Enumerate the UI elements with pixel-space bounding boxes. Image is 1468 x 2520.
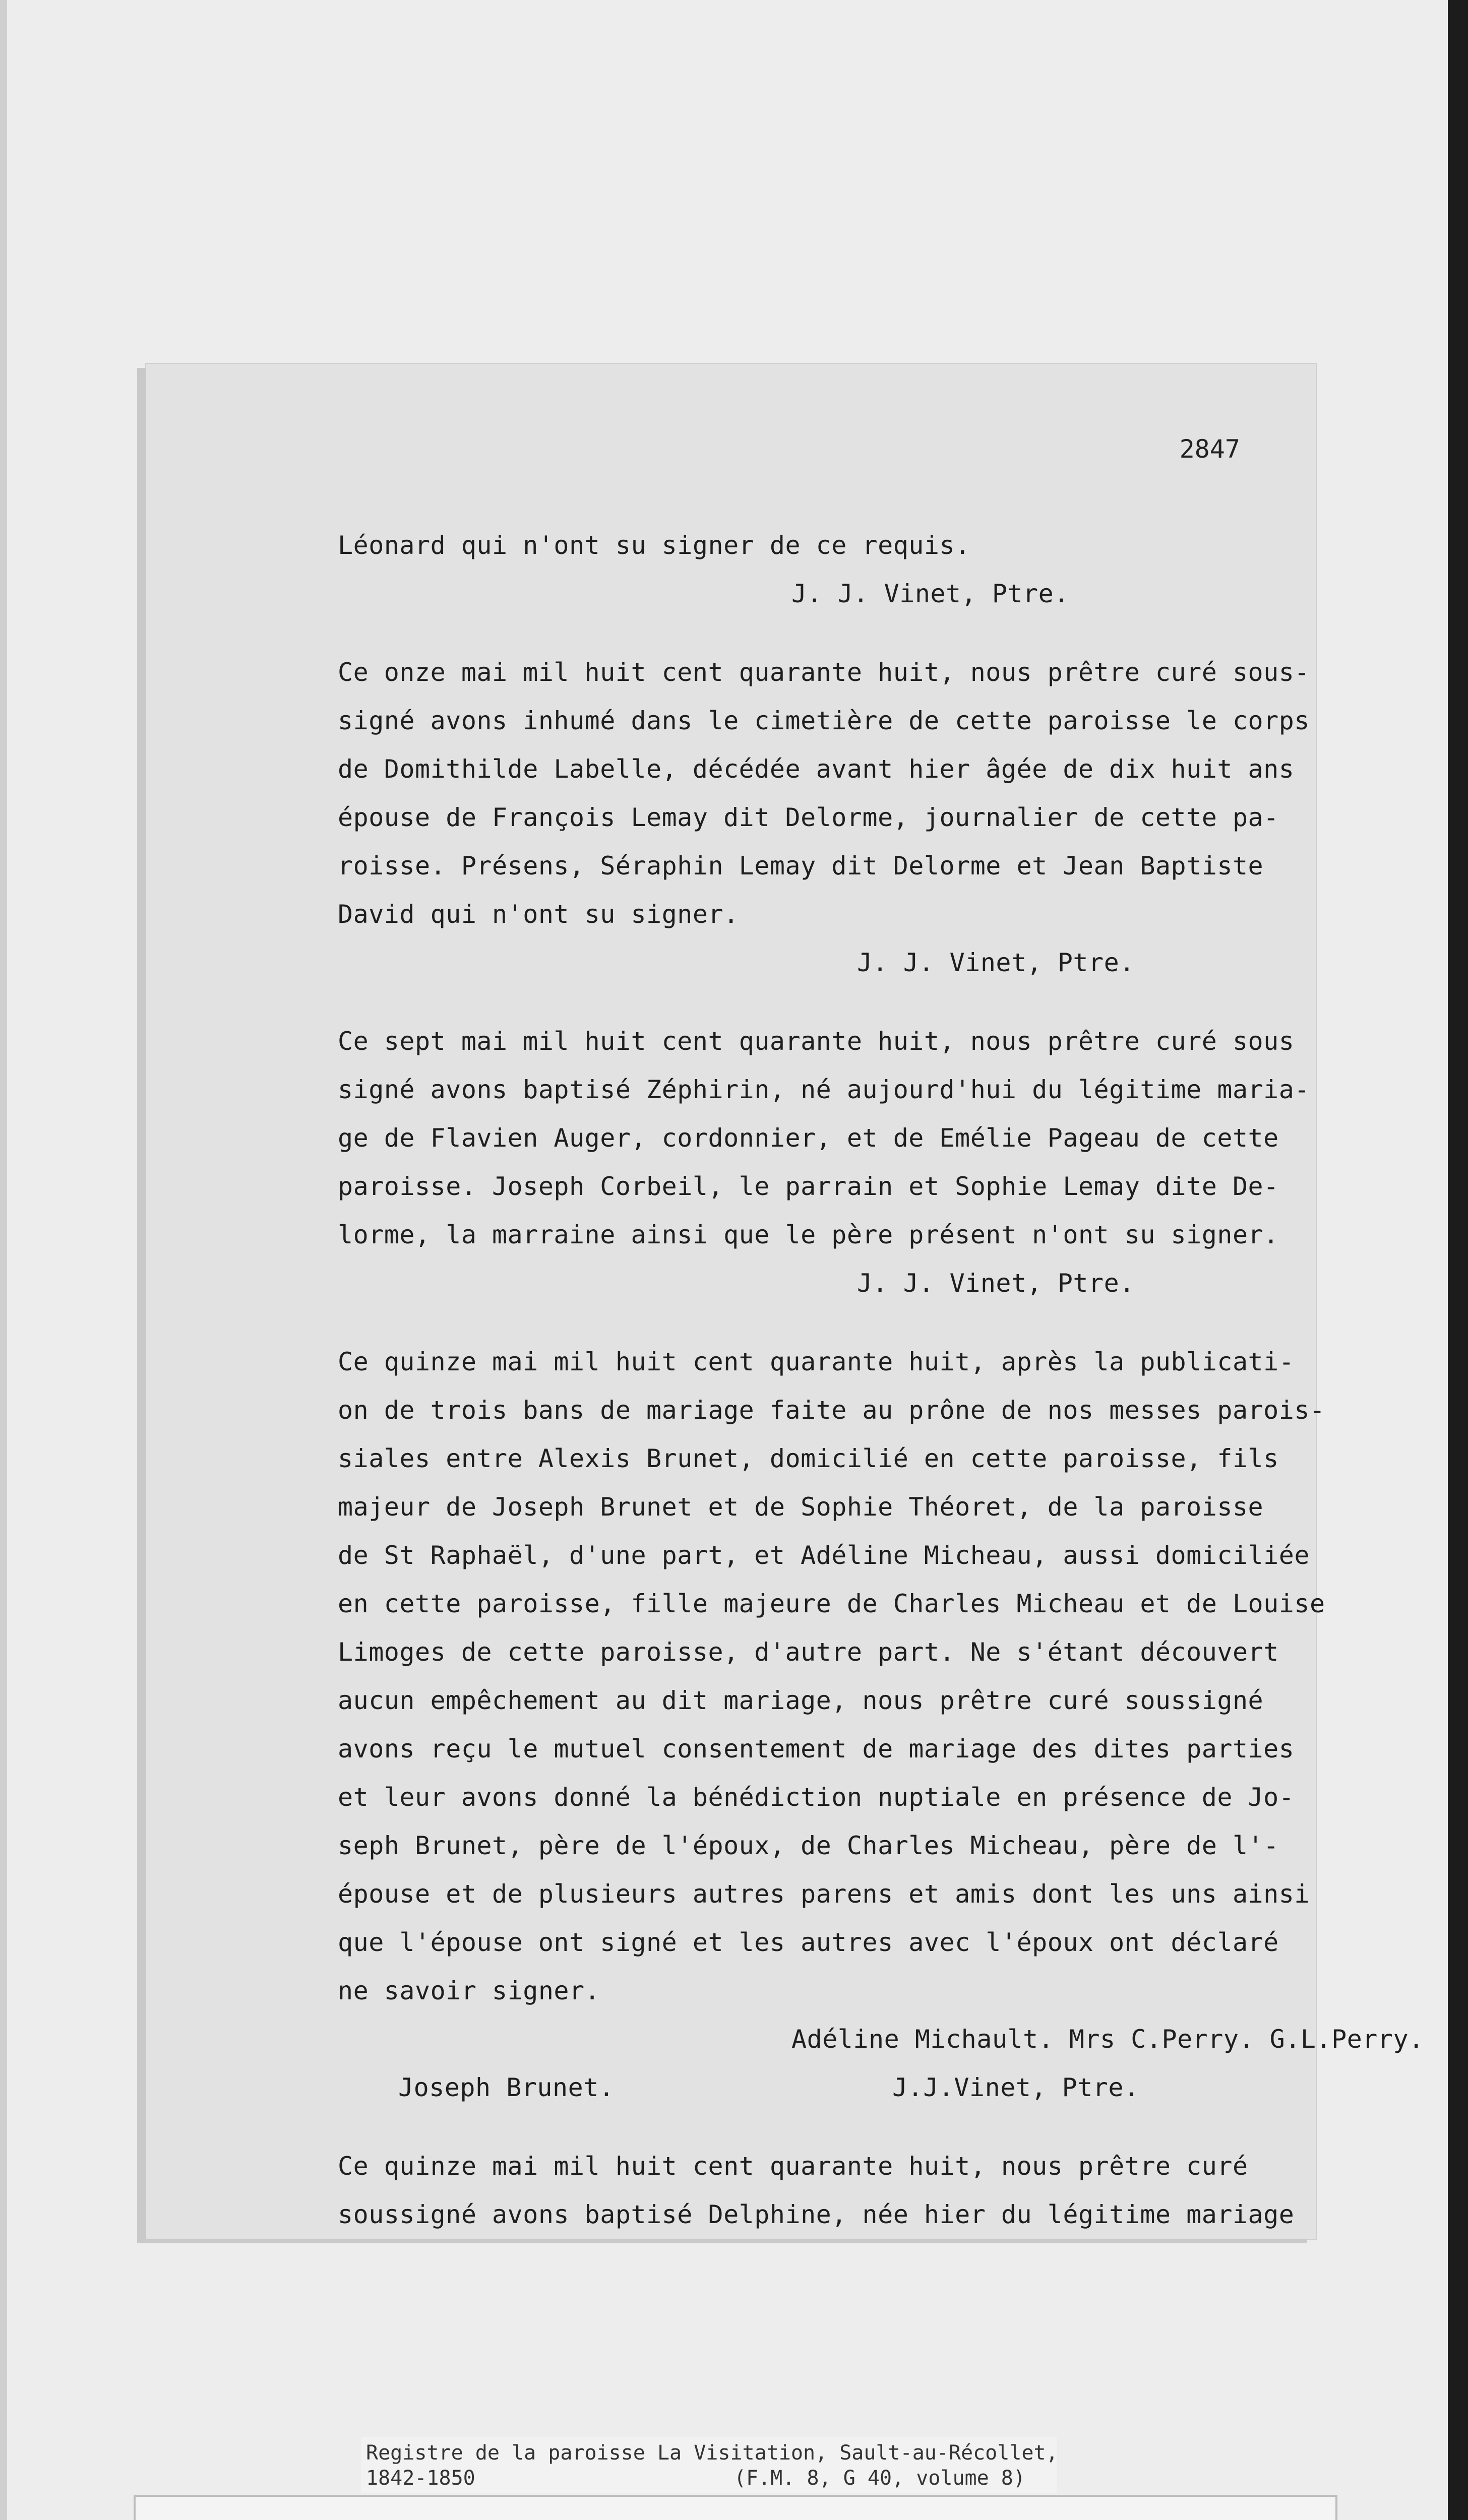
text-line: que l'épouse ont signé et les autres avec l'époux ont déclaré	[338, 1928, 1279, 1957]
text-line: soussigné avons baptisé Delphine, née hier du légitime mariage	[338, 2200, 1295, 2229]
label-years: 1842-1850	[366, 2467, 475, 2490]
text-line: de Domithilde Labelle, décédée avant hier âgée de dix huit ans	[338, 754, 1295, 784]
signature-line: J. J. Vinet, Ptre.	[857, 1269, 1135, 1298]
text-line: on de trois bans de mariage faite au prône de nos messes parois-	[338, 1396, 1325, 1425]
page-number: 2847	[1179, 434, 1240, 464]
text-line: Ce onze mai mil huit cent quarante huit, nous prêtre curé sous-	[338, 658, 1310, 687]
text-line: David qui n'ont su signer.	[338, 900, 739, 929]
film-edge-left	[0, 0, 7, 2520]
signature-line: Adéline Michault. Mrs C.Perry. G.L.Perry.	[791, 2025, 1424, 2054]
typed-text	[338, 521, 1424, 2239]
text-line: Ce quinze mai mil huit cent quarante huit, nous prêtre curé	[338, 2152, 1248, 2181]
signature-line: J. J. Vinet, Ptre.	[791, 579, 1069, 608]
text-line: Limoges de cette paroisse, d'autre part. Ne s'étant découvert	[338, 1637, 1279, 1667]
text-line: paroisse. Joseph Corbeil, le parrain et Sophie Lemay dite De-	[338, 1172, 1279, 1201]
text-line: avons reçu le mutuel consentement de mariage des dites parties	[338, 1734, 1295, 1763]
text-line: signé avons inhumé dans le cimetière de cette paroisse le corps	[338, 706, 1310, 735]
text-line: signé avons baptisé Zéphirin, né aujourd'hui du légitime maria-	[338, 1075, 1310, 1104]
signature-line: J.J.Vinet, Ptre.	[892, 2073, 1139, 2102]
text-line: aucun empêchement au dit mariage, nous prêtre curé soussigné	[338, 1686, 1264, 1715]
text-line: majeur de Joseph Brunet et de Sophie Théoret, de la paroisse	[338, 1492, 1264, 1522]
label-title: Registre de la paroisse La Visitation, Sault-au-Récollet,	[366, 2441, 1058, 2465]
text-line: ne savoir signer.	[338, 1976, 600, 2005]
text-line: et leur avons donné la bénédiction nuptiale en présence de Jo-	[338, 1783, 1295, 1812]
text-line: roisse. Présens, Séraphin Lemay dit Delorme et Jean Baptiste	[338, 851, 1264, 880]
text-line: Ce sept mai mil huit cent quarante huit, nous prêtre curé sous	[338, 1027, 1295, 1056]
archive-label	[361, 2437, 1057, 2493]
label-reference: (F.M. 8, G 40, volume 8)	[734, 2467, 1025, 2490]
text-line: ge de Flavien Auger, cordonnier, et de Emélie Pageau de cette	[338, 1123, 1279, 1153]
film-edge-right	[1448, 0, 1468, 2520]
text-line: de St Raphaël, d'une part, et Adéline Micheau, aussi domiciliée	[338, 1541, 1310, 1570]
text-line: lorme, la marraine ainsi que le père présent n'ont su signer.	[338, 1220, 1279, 1249]
text-line: épouse de François Lemay dit Delorme, journalier de cette pa-	[338, 803, 1279, 832]
text-line: en cette paroisse, fille majeure de Charles Micheau et de Louise	[338, 1589, 1325, 1618]
signature-line: J. J. Vinet, Ptre.	[857, 948, 1135, 977]
signature-line: Joseph Brunet.	[398, 2073, 615, 2102]
text-line: Léonard qui n'ont su signer de ce requis.	[338, 531, 970, 560]
register-page	[146, 364, 1424, 2239]
archives-stamp	[134, 2495, 1337, 2520]
text-line: seph Brunet, père de l'époux, de Charles Micheau, père de l'-	[338, 1831, 1279, 1860]
text-line: siales entre Alexis Brunet, domicilié en cette paroisse, fils	[338, 1444, 1279, 1473]
text-line: épouse et de plusieurs autres parens et amis dont les uns ainsi	[338, 1879, 1310, 1909]
text-line: Ce quinze mai mil huit cent quarante huit, après la publicati-	[338, 1347, 1295, 1376]
